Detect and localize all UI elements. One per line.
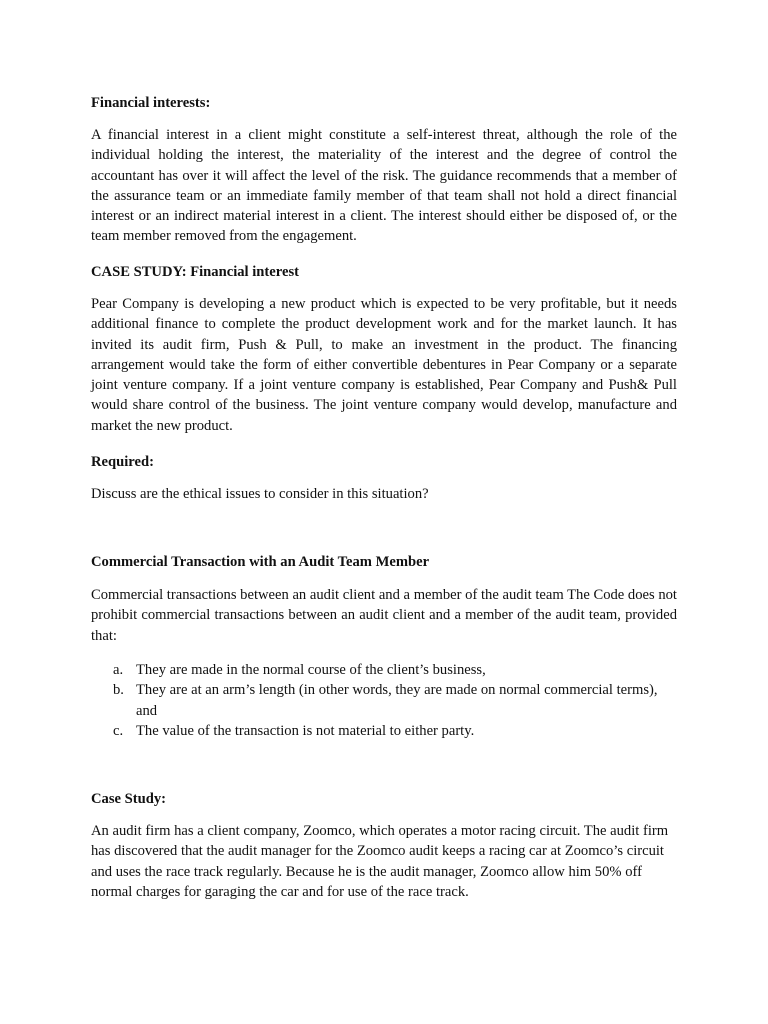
financial-interests-heading: Financial interests: <box>91 95 211 111</box>
commercial-transaction-heading: Commercial Transaction with an Audit Team Member <box>91 554 430 570</box>
list-item <box>91 721 677 741</box>
list-item <box>91 680 677 721</box>
case-study-financial-interest-heading: CASE STUDY: Financial interest <box>91 264 299 280</box>
required-question: Discuss are the ethical issues to consider in this situation? <box>91 486 429 502</box>
case-study-heading: Case Study: <box>91 791 167 807</box>
required-heading: Required: <box>91 454 154 470</box>
case-study-financial-interest-paragraph: Pear Company is developing a new product which is expected to be very profitable, but it needs additional finance to complete the product development work and for the market launch. It has invited its audit firm, Push & Pull, to make an investment in the product. The financing arrangement would take the form of either convertible debentures in Pear Company or a separate joint venture company. If a joint venture company is established, Pear Company and Push& Pull would share control of the business. The joint venture company would develop, manufacture and market the new product. <box>91 296 677 434</box>
case-study-paragraph: An audit firm has a client company, Zoomco, which operates a motor racing circuit. The audit firm has discovered that the audit manager for the Zoomco audit keeps a racing car at Zoomco’s circuit and uses the race track regularly. Because he is the audit manager, Zoomco allow him 50% off normal charges for garaging the car and for use of the race track. <box>91 823 669 900</box>
list-item <box>91 660 677 680</box>
list-marker: b. <box>113 682 124 699</box>
commercial-transaction-paragraph: Commercial transactions between an audit client and a member of the audit team The Code does not prohibit commercial transactions between an audit client and a member of the audit team, provided that: <box>91 587 677 644</box>
financial-interests-paragraph: A financial interest in a client might constitute a self-interest threat, although the role of the individual holding the interest, the materiality of the interest and the degree of control the accountant has over it will affect the level of the risk. The guidance recommends that a member of the assurance team or an immediate family member of that team shall not hold a direct financial interest or an indirect material interest in a client. The interest should either be disposed of, or the team member removed from the engagement. <box>91 127 677 245</box>
list-item-text: They are made in the normal course of the client’s business, <box>136 662 486 678</box>
list-marker: c. <box>113 722 124 739</box>
list-item-text: They are at an arm’s length (in other words, they are made on normal commercial terms), and <box>136 682 658 719</box>
list-marker: a. <box>113 662 124 678</box>
list-item-text: The value of the transaction is not material to either party. <box>136 722 475 739</box>
conditions-list <box>91 660 677 741</box>
